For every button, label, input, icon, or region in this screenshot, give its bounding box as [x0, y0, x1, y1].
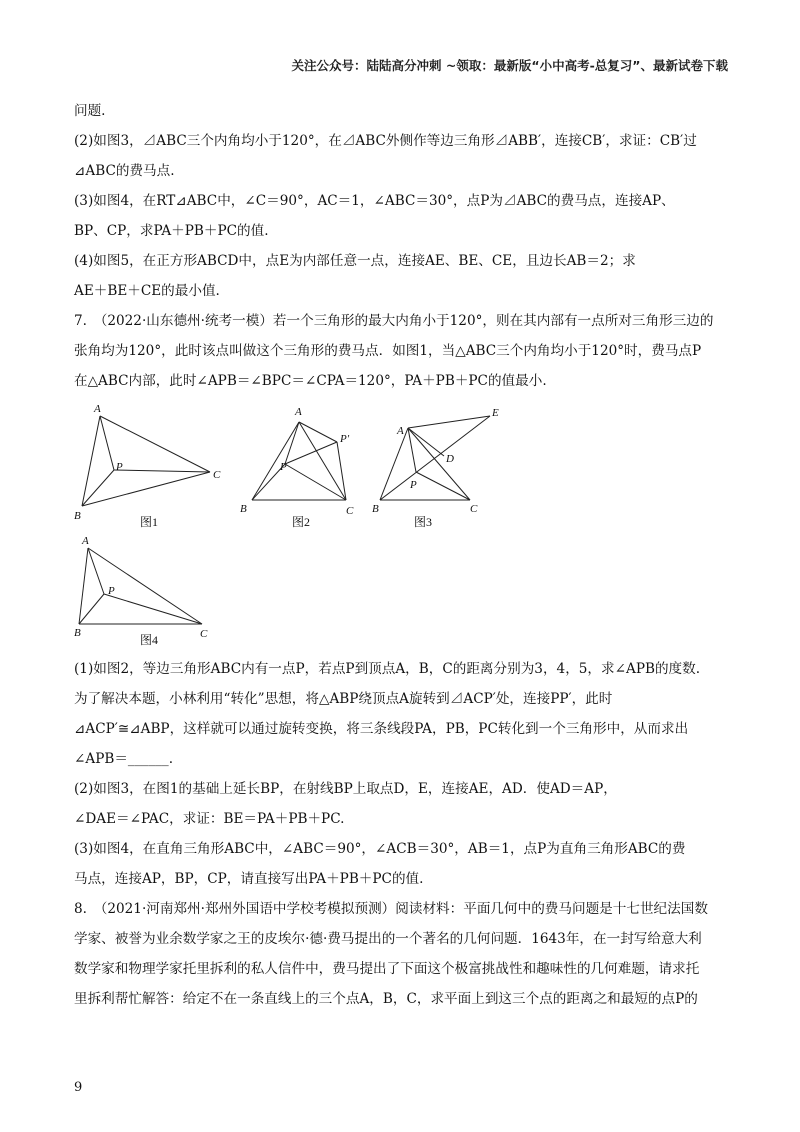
figure-4 — [79, 548, 202, 624]
text-line: 马点，连接AP，BP，CP，请直接写出PA＋PB＋PC的值. — [74, 871, 424, 887]
fig1-label-b: B — [74, 510, 81, 522]
fig2-label-b: B — [240, 503, 247, 515]
text-line: 为了解决本题，小林利用“转化”思想，将△ABP绕顶点A旋转到⊿ACP′处，连接PP′，此时 — [74, 691, 613, 707]
text-line: (2)如图3，⊿ABC三个内角均小于120°，在⊿ABC外侧作等边三角形⊿ABB′，连接CB′，求证：CB′过 — [74, 133, 697, 149]
fig3-label-d: D — [446, 453, 454, 465]
fig2-label-a: A — [295, 406, 302, 418]
text-line: 在△ABC内部，此时∠APB＝∠BPC＝∠CPA＝120°，PA＋PB＋PC的值最小. — [74, 373, 547, 389]
text-line: (3)如图4，在RT⊿ABC中，∠C＝90°，AC＝1，∠ABC＝30°，点P为⊿ABC的费马点，连接AP、 — [74, 193, 675, 209]
fig4-label-b: B — [74, 627, 81, 639]
page-header: 关注公众号：陆陆高分冲刺 ~领取：最新版“小中高考-总复习”、最新试卷下载 — [291, 58, 728, 73]
text-line: 数学家和物理学家托里拆利的私人信件中，费马提出了下面这个极富挑战性和趣味性的几何难题，请求托 — [74, 961, 700, 977]
fig1-label-p: P — [116, 461, 123, 473]
text-line: 7. （2022·山东德州·统考一模）若一个三角形的最大内角小于120°，则在其内部有一点所对三角形三边的 — [74, 313, 714, 329]
figure-1 — [82, 416, 210, 506]
fig4-label-p: P — [108, 585, 115, 597]
fig3-label-c: C — [470, 503, 478, 515]
text-line: 里拆利帮忙解答：给定不在一条直线上的三个点A，B，C，求平面上到这三个点的距离之和最短的点P的 — [74, 991, 698, 1007]
text-line: (1)如图2，等边三角形ABC内有一点P，若点P到顶点A，B，C的距离分别为3，4，5，求∠APB的度数. — [74, 661, 701, 677]
fig2-label-p: P — [280, 461, 287, 473]
text-line: ⊿ACP′≅⊿ABP，这样就可以通过旋转变换，将三条线段PA，PB，PC转化到一个三角形中，从而求出 — [74, 721, 689, 737]
text-line: (2)如图3，在图1的基础上延长BP，在射线BP上取点D，E，连接AE，AD．使AD＝AP， — [74, 781, 617, 797]
fig3-label-p: P — [410, 479, 417, 491]
text-line: (4)如图5，在正方形ABCD中，点E为内部任意一点，连接AE、BE、CE，且边长AB＝2；求 — [74, 253, 636, 269]
text-line: 张角均为120°，此时该点叫做这个三角形的费马点．如图1，当△ABC三个内角均小于120°时，费马点P — [74, 343, 702, 359]
fig1-label-c: C — [213, 469, 221, 481]
text-line: BP、CP，求PA＋PB＋PC的值. — [74, 223, 269, 239]
fig4-caption: 图4 — [140, 633, 159, 647]
fig1-label-a: A — [94, 403, 101, 415]
fig3-label-e: E — [492, 407, 499, 419]
text-line: ⊿ABC的费马点. — [74, 163, 175, 179]
page-number: 9 — [74, 1080, 83, 1095]
fig4-label-a: A — [82, 535, 89, 547]
fig3-label-a: A — [397, 425, 404, 437]
fig1-caption: 图1 — [140, 515, 159, 529]
fig2-label-c: C — [346, 505, 354, 517]
fig2-caption: 图2 — [292, 515, 311, 529]
geometry-figures — [74, 398, 730, 648]
text-line: 学家、被誉为业余数学家之王的皮埃尔·德·费马提出的一个著名的几何问题．1643年，在一封写给意大利 — [74, 931, 702, 947]
text-line: ∠DAE＝∠PAC，求证：BE＝PA＋PB＋PC. — [74, 811, 345, 827]
text-line: 问题. — [74, 103, 106, 119]
text-line: ∠APB＝______. — [74, 751, 174, 767]
fig4-label-c: C — [200, 628, 208, 640]
text-line: (3)如图4，在直角三角形ABC中，∠ABC＝90°，∠ACB＝30°，AB＝1，点P为直角三角形ABC的费 — [74, 841, 686, 857]
document-body — [74, 96, 730, 1014]
text-line: 8. （2021·河南郑州·郑州外国语中学校考模拟预测）阅读材料：平面几何中的费马问题是十七世纪法国数 — [74, 901, 708, 917]
figure-area — [74, 398, 730, 648]
fig3-label-b: B — [372, 503, 379, 515]
fig3-caption: 图3 — [414, 515, 433, 529]
text-line: AE＋BE＋CE的最小值. — [74, 283, 220, 299]
figure-2 — [252, 422, 346, 500]
fig2-label-p-prime: P′ — [340, 433, 350, 445]
